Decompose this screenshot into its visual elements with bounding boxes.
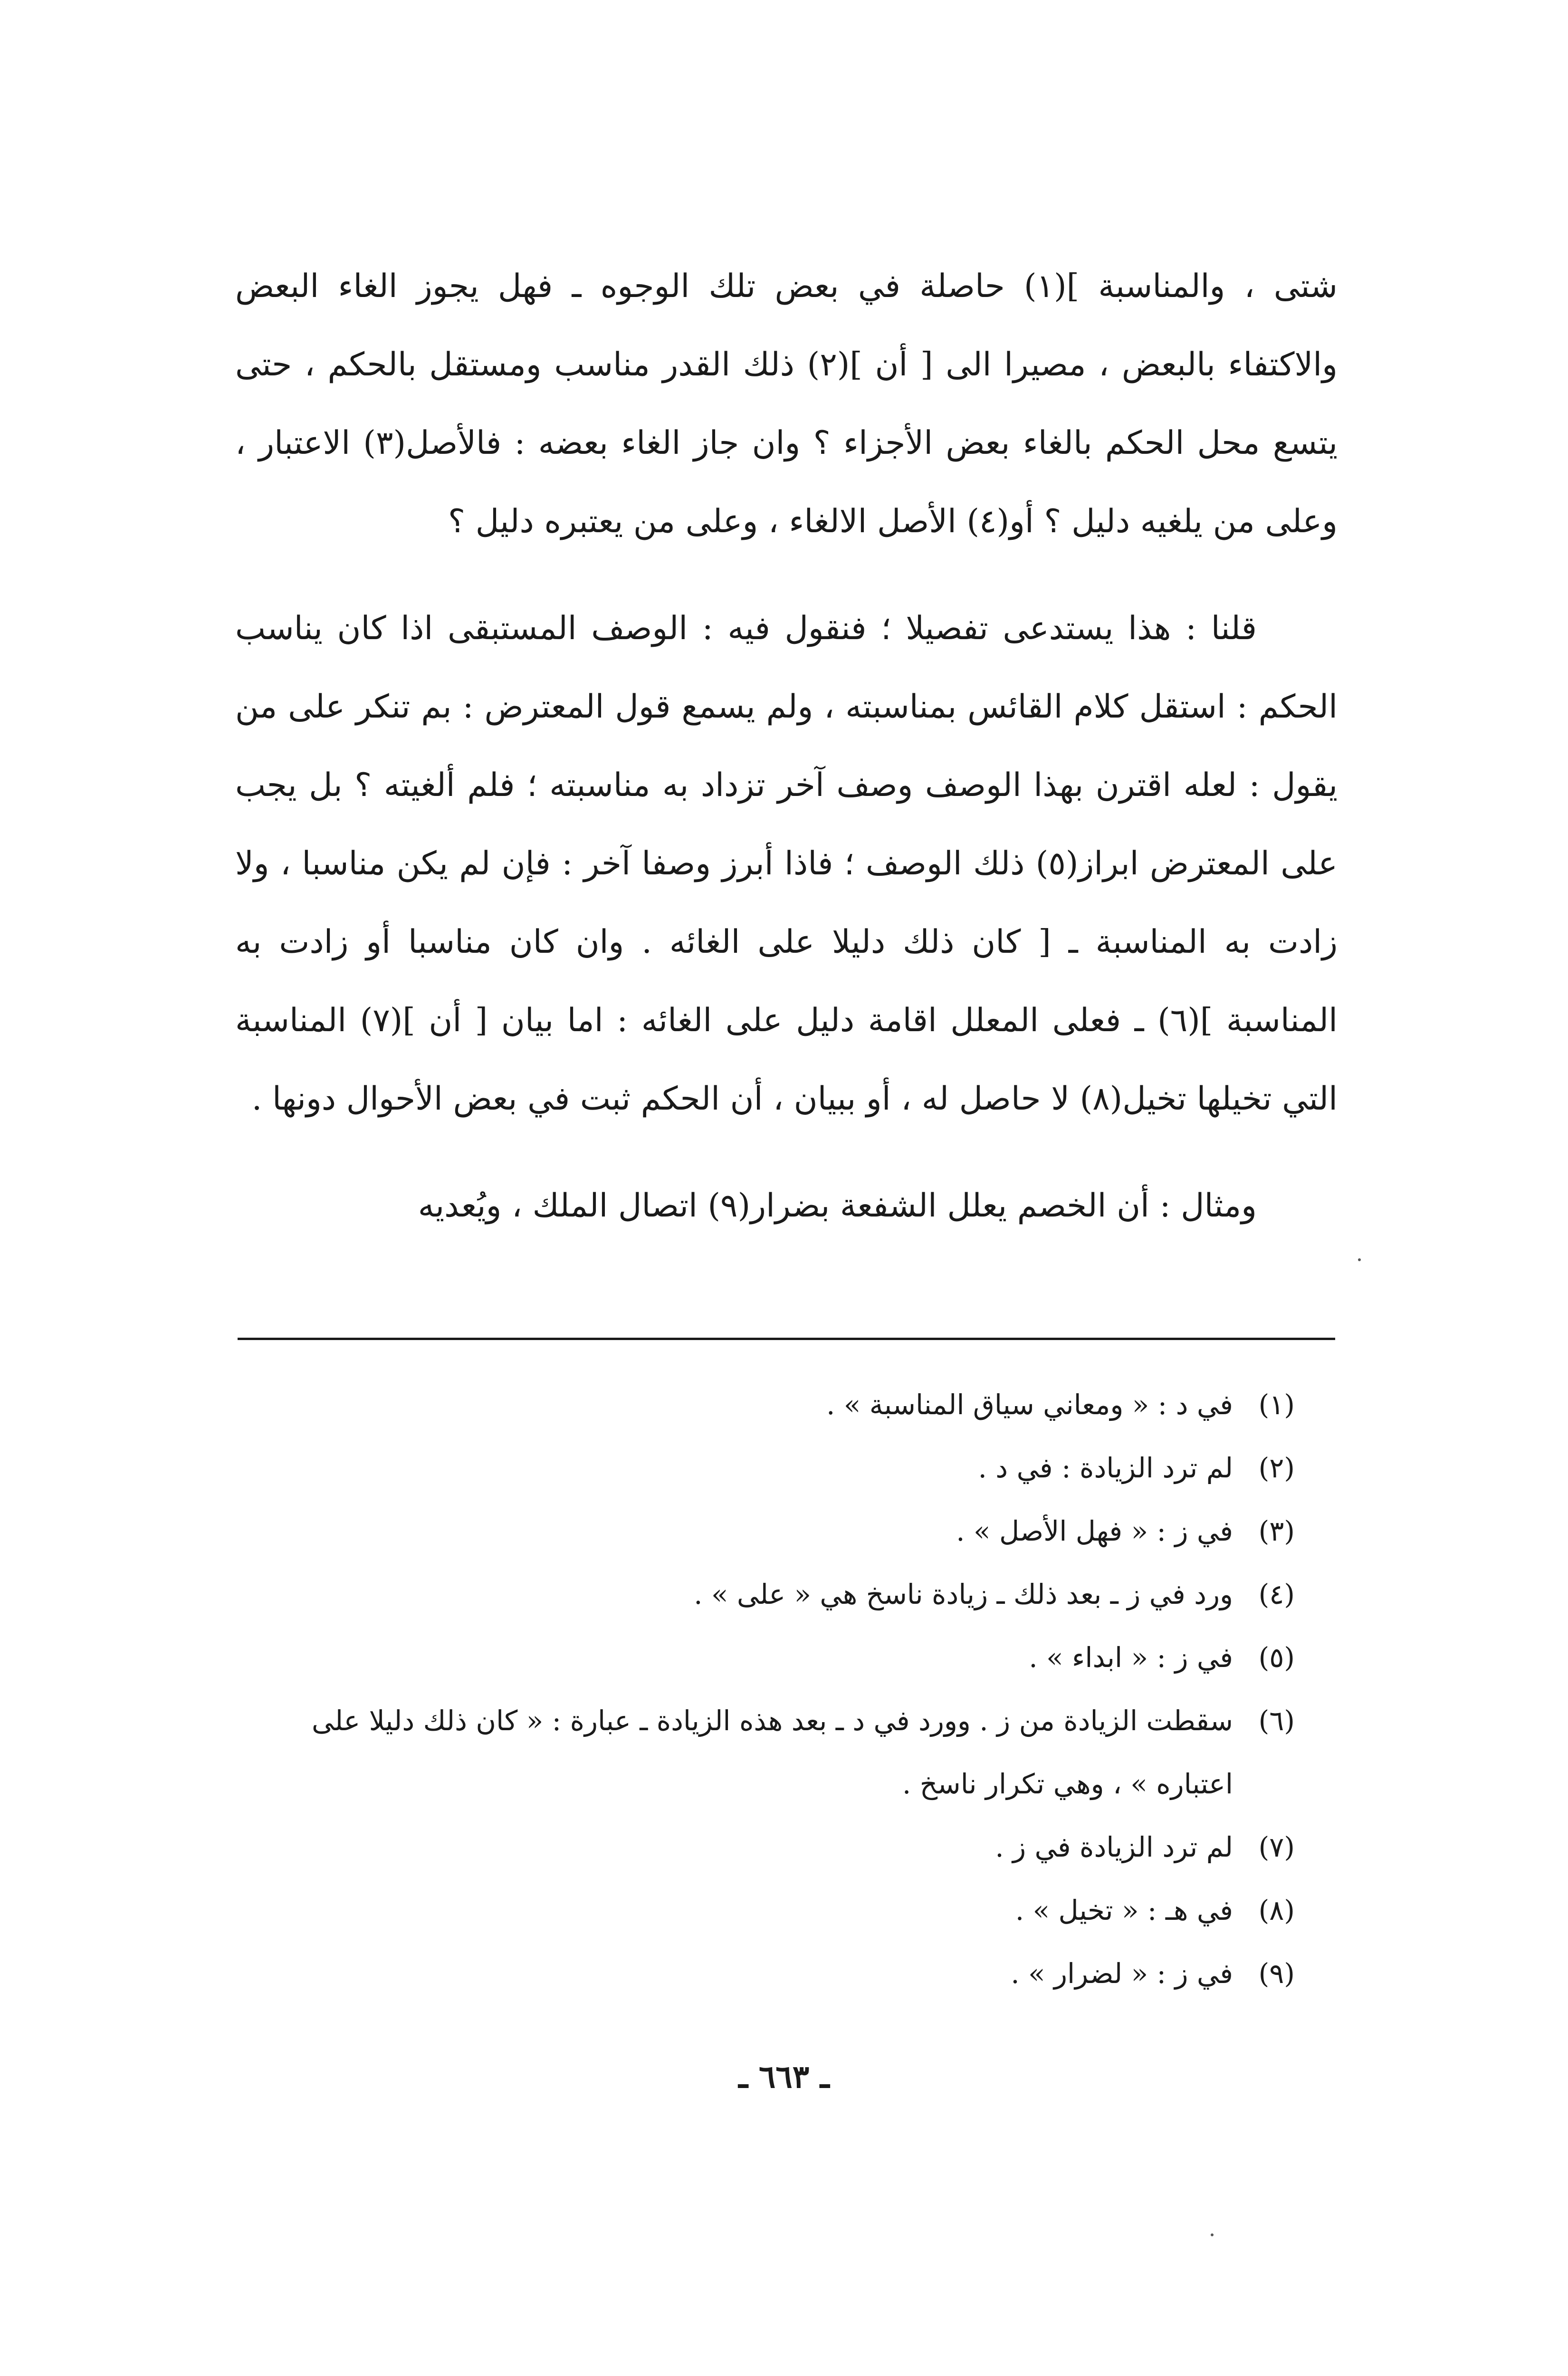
main-text <box>235 247 1338 1245</box>
paragraph-1: شتى ، والمناسبة ](١) حاصلة في بعض تلك الوجوه ـ فهل يجوز الغاء البعض والاكتفاء بالبعض ، مصيرا الى [ أن ](٢) ذلك القدر مناسب ومستقل بالحكم ، حتى يتسع محل الحكم بالغاء بعض الأجزاء ؟ وان جاز الغاء بعضه : فالأصل(٣) الاعتبار ، وعلى من يلغيه دليل ؟ أو(٤) الأصل الالغاء ، وعلى من يعتبره دليل ؟ <box>235 268 1338 540</box>
footnote-text: في د : « ومعاني سياق المناسبة » . <box>826 1389 1233 1421</box>
footnote-number: (١) <box>1258 1389 1295 1421</box>
footnote-text: في هـ : « تخيل » . <box>1015 1894 1233 1926</box>
paragraph-3: ومثال : أن الخصم يعلل الشفعة بضرار(٩) اتصال الملك ، ويُعديه <box>418 1187 1257 1225</box>
footnote-number: (٨) <box>1258 1894 1295 1926</box>
footnote-8 <box>235 1879 1295 1942</box>
footnote-number: (٤) <box>1258 1578 1295 1610</box>
footnote-number: (٩) <box>1258 1957 1295 1990</box>
footnote-3 <box>235 1500 1295 1563</box>
footnote-9 <box>235 1942 1295 2005</box>
footnote-4 <box>235 1563 1295 1626</box>
footnote-text: سقطت الزيادة من ز . وورد في د ـ بعد هذه الزيادة ـ عبارة : « كان ذلك دليلا على اعتباره » ، وهي تكرار ناسخ . <box>311 1705 1233 1800</box>
footnotes-section <box>235 1373 1295 2005</box>
footnote-text: في ز : « ابداء » . <box>1029 1641 1233 1674</box>
footnote-number: (٦) <box>1258 1705 1295 1737</box>
footnote-text: في ز : « فهل الأصل » . <box>956 1515 1233 1547</box>
footnote-text: لم ترد الزيادة في ز . <box>995 1831 1233 1863</box>
footnote-7 <box>235 1816 1295 1879</box>
footnote-number: (٢) <box>1258 1452 1295 1484</box>
footnote-1 <box>235 1373 1295 1437</box>
footnote-text: في ز : « لضرار » . <box>1011 1957 1233 1990</box>
footnote-number: (٥) <box>1258 1641 1295 1674</box>
footnote-6 <box>235 1689 1295 1816</box>
footnote-divider <box>238 1338 1335 1340</box>
footnote-text: لم ترد الزيادة : في د . <box>978 1452 1233 1484</box>
scan-speck <box>1358 1258 1361 1261</box>
paragraph-2: قلنا : هذا يستدعى تفصيلا ؛ فنقول فيه : الوصف المستبقى اذا كان يناسب الحكم : استقل كلام القائس بمناسبته ، ولم يسمع قول المعترض : بم تنكر على من يقول : لعله اقترن بهذا الوصف وصف آخر تزداد به مناسبته ؛ فلم ألغيته ؟ بل يجب على المعترض ابراز(٥) ذلك الوصف ؛ فاذا أبرز وصفا آخر : فإن لم يكن مناسبا ، ولا زادت به المناسبة ـ [ كان ذلك دليلا على الغائه . وان كان مناسبا أو زادت به المناسبة ](٦) ـ فعلى المعلل اقامة دليل على الغائه : اما بيان [ أن ](٧) المناسبة التي تخيلها تخيل(٨) لا حاصل له ، أو ببيان ، أن الحكم ثبت في بعض الأحوال دونها . <box>235 610 1338 1118</box>
footnote-number: (٣) <box>1258 1515 1295 1547</box>
page-number: ـ ٦٦٣ ـ <box>738 2058 830 2095</box>
footnote-number: (٧) <box>1258 1831 1295 1863</box>
footnote-text: ورد في ز ـ بعد ذلك ـ زيادة ناسخ هي « على » . <box>694 1578 1233 1610</box>
footnote-2 <box>235 1437 1295 1500</box>
footnote-5 <box>235 1626 1295 1689</box>
scan-speck <box>1211 2233 1214 2236</box>
